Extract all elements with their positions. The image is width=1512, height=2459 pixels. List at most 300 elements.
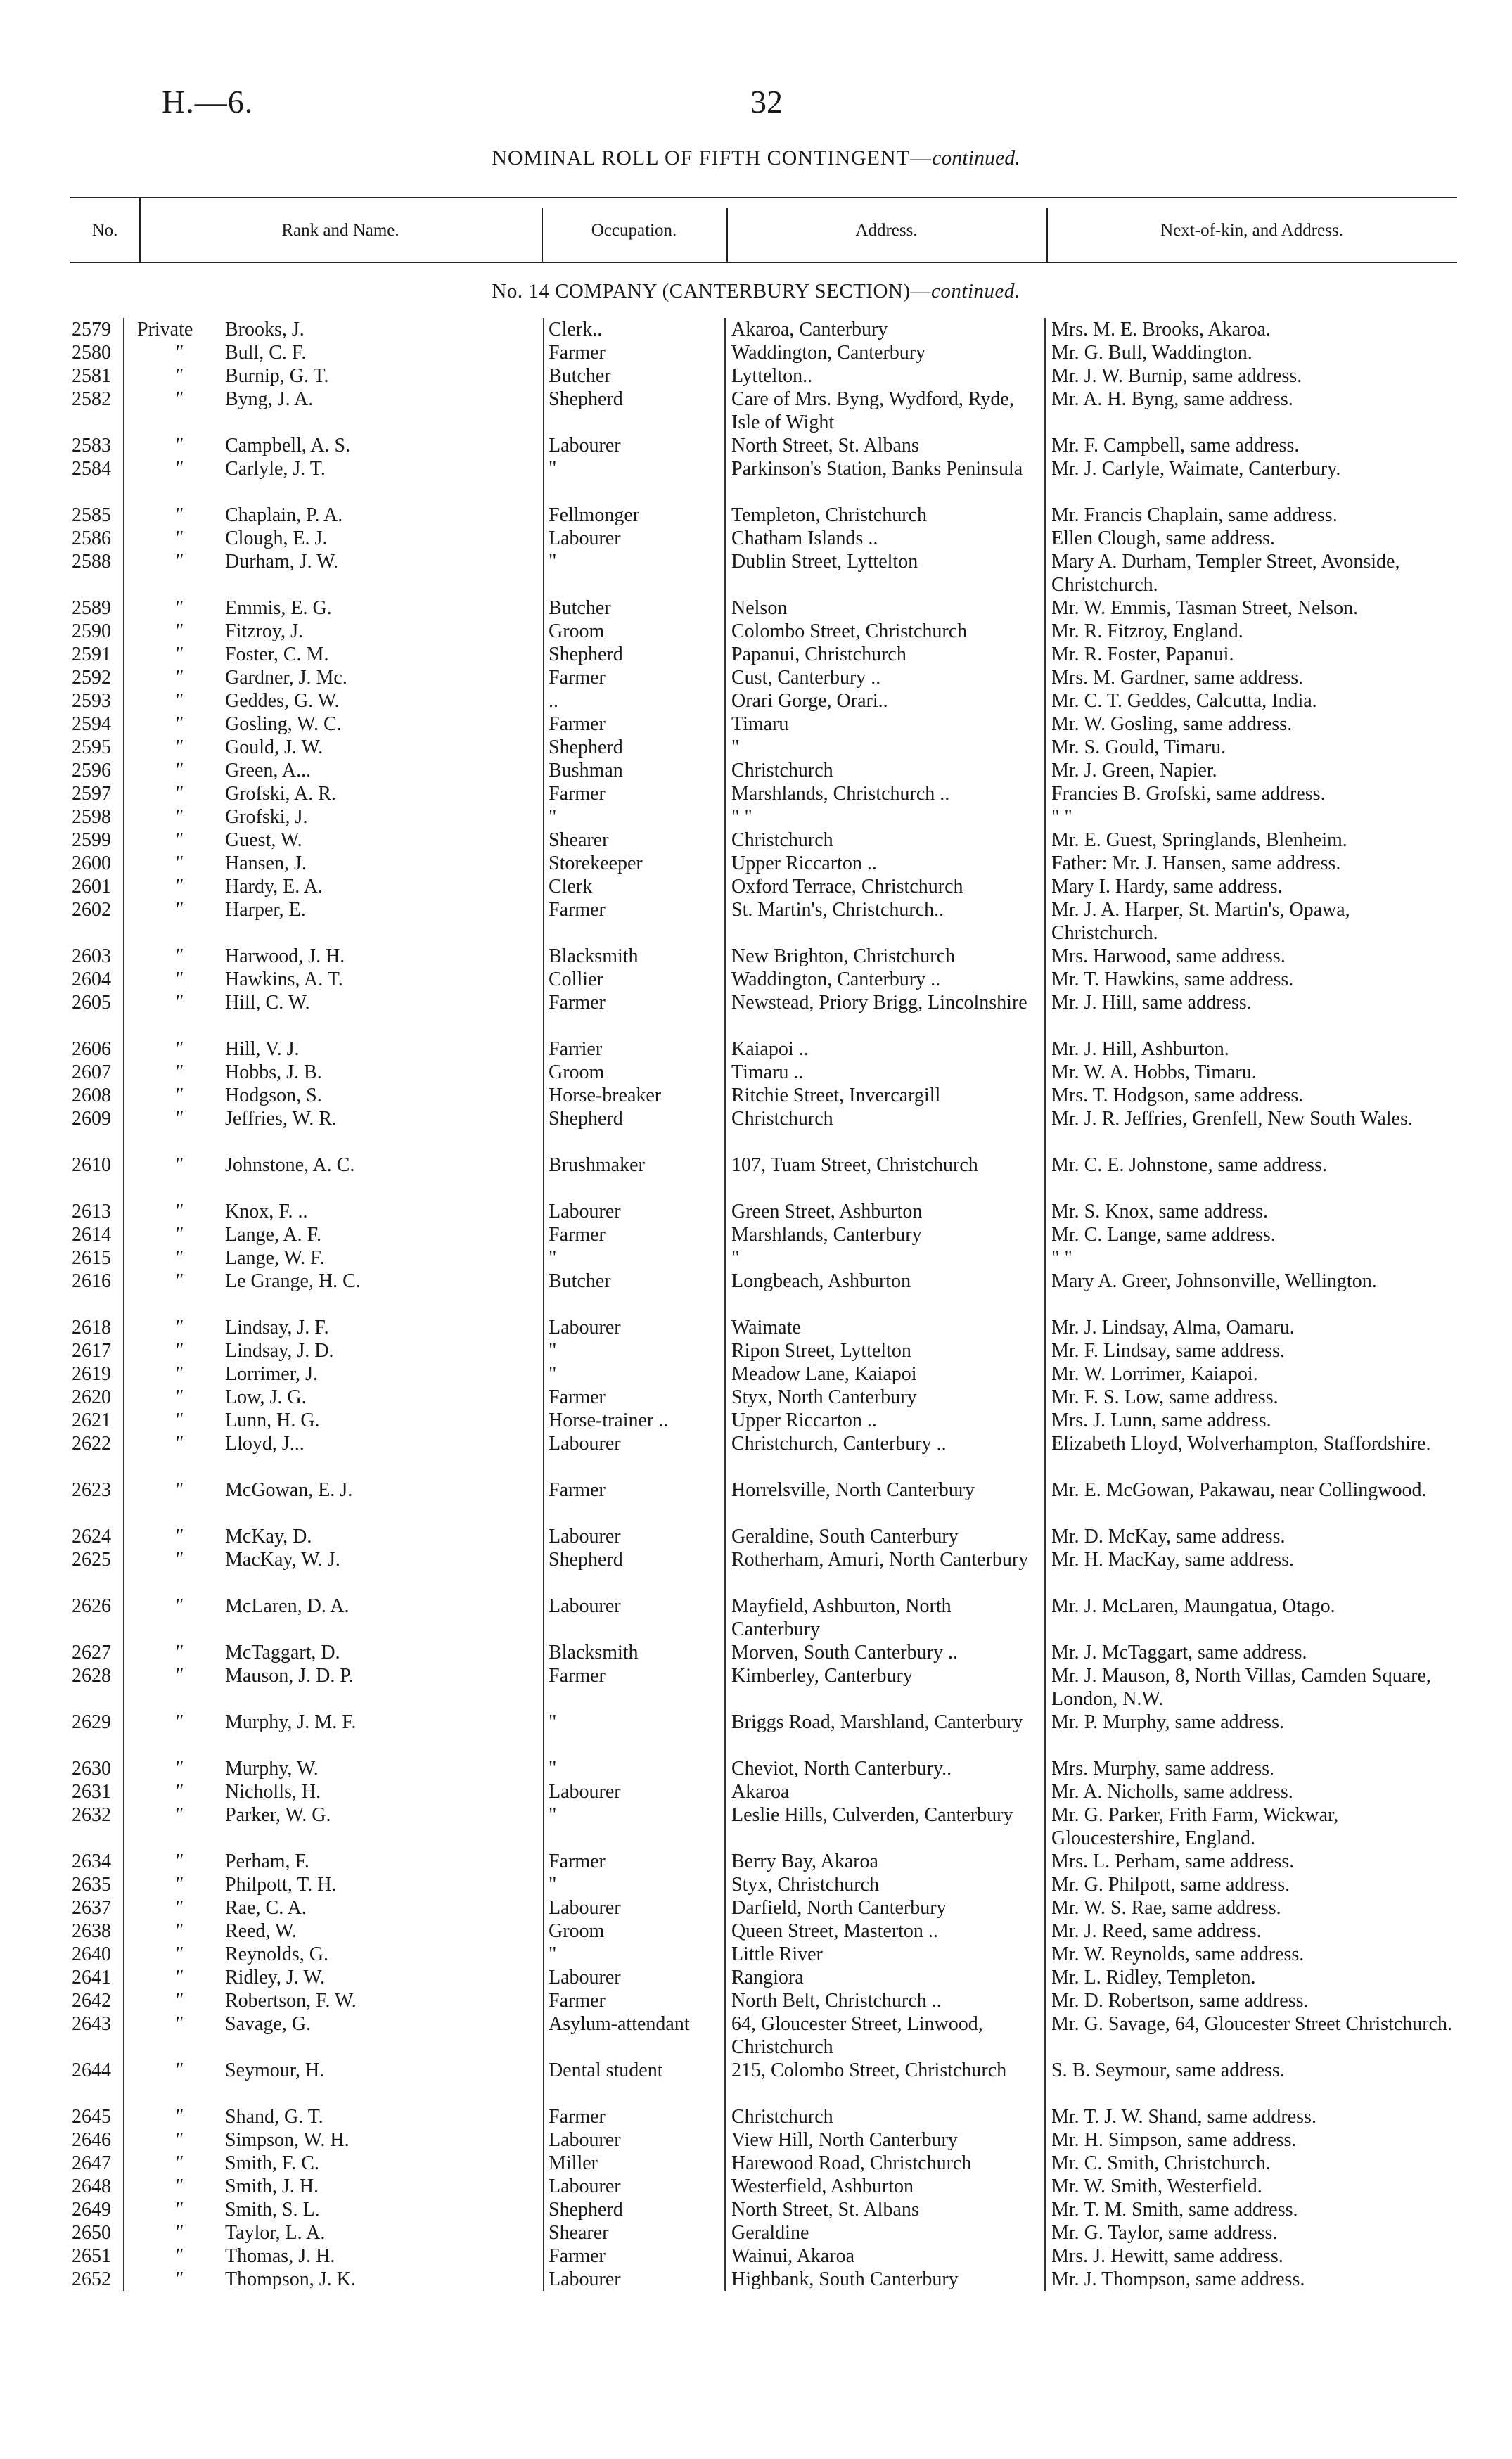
address: ": [731, 1247, 740, 1269]
column-rule: [724, 2268, 726, 2291]
address: View Hill, North Canterbury: [731, 2129, 958, 2151]
column-rule: [543, 1478, 544, 1525]
entry-number: 2603: [72, 945, 111, 967]
entry-number: 2610: [72, 1154, 111, 1176]
column-rule: [123, 1223, 124, 1246]
column-rule: [1044, 434, 1046, 457]
table-row: [56, 2268, 1456, 2291]
rank: ": [174, 388, 183, 410]
soldier-name: Murphy, W.: [225, 1758, 319, 1780]
soldier-name: Ridley, J. W.: [225, 1967, 326, 1988]
next-of-kin: Mr. J. Reed, same address.: [1051, 1920, 1262, 1942]
column-rule: [543, 1061, 544, 1084]
column-rule: [724, 1989, 726, 2012]
column-rule: [123, 2221, 124, 2244]
column-rule: [724, 1432, 726, 1478]
table-row: [56, 1896, 1456, 1920]
column-rule: [543, 689, 544, 713]
occupation: Horse-trainer ..: [549, 1410, 669, 1431]
column-rule: [724, 2198, 726, 2221]
next-of-kin: Mrs. T. Hodgson, same address.: [1051, 1085, 1304, 1106]
next-of-kin: Mr. W. Emmis, Tasman Street, Nelson.: [1051, 597, 1359, 619]
occupation: Dental student: [549, 2059, 663, 2081]
occupation: Labourer: [549, 1897, 621, 1919]
occupation: Shearer: [549, 829, 609, 851]
column-rule: [123, 1548, 124, 1595]
entry-number: 2634: [72, 1851, 111, 1872]
column-rule: [724, 1037, 726, 1061]
column-rule: [123, 713, 124, 736]
column-rule: [724, 1362, 726, 1386]
soldier-name: Smith, J. H.: [225, 2176, 319, 2197]
column-rule: [543, 1920, 544, 1943]
column-rule: [1044, 1920, 1046, 1943]
column-rule: [123, 1154, 124, 1200]
table-row: [56, 1920, 1456, 1943]
rank: ": [174, 458, 183, 480]
section-main: No. 14 COMPANY (CANTERBURY SECTION)—: [492, 280, 932, 302]
next-of-kin: Mr. Francis Chaplain, same address.: [1051, 504, 1338, 526]
column-rule: [123, 875, 124, 898]
column-rule: [1044, 689, 1046, 713]
column-rule: [1044, 759, 1046, 782]
soldier-name: Guest, W.: [225, 829, 302, 851]
next-of-kin: Mr. G. Philpott, same address.: [1051, 1874, 1290, 1896]
occupation: Farmer: [549, 899, 606, 921]
next-of-kin: Mr. W. Gosling, same address.: [1051, 713, 1293, 735]
column-rule: [1044, 1037, 1046, 1061]
next-of-kin: Mr. P. Murphy, same address.: [1051, 1711, 1285, 1733]
column-rule: [1044, 736, 1046, 759]
header-top-rule: [70, 197, 1457, 198]
rank: ": [174, 1340, 183, 1362]
soldier-name: Carlyle, J. T.: [225, 458, 326, 480]
column-rule: [543, 805, 544, 829]
column-rule: [123, 2244, 124, 2268]
rank: ": [174, 2152, 183, 2174]
column-rule: [543, 550, 544, 596]
soldier-name: Mauson, J. D. P.: [225, 1665, 354, 1687]
entry-number: 2649: [72, 2199, 111, 2221]
soldier-name: Savage, G.: [225, 2013, 312, 2035]
address: Orari Gorge, Orari..: [731, 690, 888, 712]
address: North Street, St. Albans: [731, 2199, 919, 2221]
occupation: Shearer: [549, 2222, 609, 2244]
address: 215, Colombo Street, Christchurch: [731, 2059, 1007, 2081]
entry-number: 2589: [72, 597, 111, 619]
column-rule: [543, 991, 544, 1037]
rank: ": [174, 504, 183, 526]
nominal-roll-table: [56, 318, 1456, 2291]
table-row: [56, 2221, 1456, 2244]
document-header-code: H.—6.: [162, 84, 254, 120]
entry-number: 2625: [72, 1549, 111, 1571]
column-rule: [724, 1270, 726, 1316]
title-italic: continued.: [931, 146, 1020, 170]
entry-number: 2630: [72, 1758, 111, 1780]
column-rule: [123, 1107, 124, 1154]
column-header-no: No.: [91, 221, 118, 240]
occupation: Labourer: [549, 435, 621, 456]
column-rule: [123, 1803, 124, 1850]
next-of-kin: Mr. A. H. Byng, same address.: [1051, 388, 1293, 410]
column-rule: [123, 1943, 124, 1966]
column-rule: [724, 736, 726, 759]
table-row: [56, 1386, 1456, 1409]
entry-number: 2627: [72, 1642, 111, 1663]
column-rule: [1044, 1362, 1046, 1386]
table-row: [56, 457, 1456, 504]
column-rule: [543, 759, 544, 782]
address: Papanui, Christchurch: [731, 644, 906, 665]
soldier-name: Grofski, J.: [225, 806, 308, 828]
table-row: [56, 1246, 1456, 1270]
column-rule: [543, 2105, 544, 2128]
column-rule: [724, 596, 726, 620]
table-row: [56, 1478, 1456, 1525]
entry-number: 2580: [72, 342, 111, 364]
next-of-kin: Mr. W. Reynolds, same address.: [1051, 1943, 1305, 1965]
table-row: [56, 1943, 1456, 1966]
column-rule: [543, 1200, 544, 1223]
next-of-kin: Mr. T. J. W. Shand, same address.: [1051, 2106, 1316, 2128]
occupation: Farmer: [549, 1990, 606, 2012]
column-rule: [724, 364, 726, 388]
occupation: Clerk: [549, 876, 593, 898]
next-of-kin: Mr. F. Campbell, same address.: [1051, 435, 1300, 456]
next-of-kin: Mrs. Murphy, same address.: [1051, 1758, 1275, 1780]
column-rule: [543, 2059, 544, 2105]
soldier-name: Lorrimer, J.: [225, 1363, 318, 1385]
rank: ": [174, 736, 183, 758]
occupation: Shepherd: [549, 644, 623, 665]
rank: ": [174, 1920, 183, 1942]
rank: ": [174, 1851, 183, 1872]
entry-number: 2615: [72, 1247, 111, 1269]
address: Briggs Road, Marshland, Canterbury: [731, 1711, 1023, 1733]
column-rule: [123, 2105, 124, 2128]
column-rule: [1044, 1316, 1046, 1339]
table-row: [56, 1803, 1456, 1850]
entry-number: 2621: [72, 1410, 111, 1431]
address: Care of Mrs. Byng, Wydford, Ryde, Isle of Wight: [731, 388, 1014, 433]
next-of-kin: Mr. G. Bull, Waddington.: [1051, 342, 1252, 364]
page-number: 32: [750, 84, 783, 120]
column-rule: [123, 945, 124, 968]
next-of-kin: Mr. R. Fitzroy, England.: [1051, 620, 1243, 642]
address: Horrelsville, North Canterbury: [731, 1479, 975, 1501]
column-rule: [1044, 527, 1046, 550]
rank: ": [174, 2176, 183, 2197]
column-rule: [724, 1896, 726, 1920]
address: Ripon Street, Lyttelton: [731, 1340, 911, 1362]
column-rule: [1044, 1525, 1046, 1548]
column-rule: [123, 2012, 124, 2059]
rank: ": [174, 597, 183, 619]
table-row: [56, 434, 1456, 457]
occupation: Labourer: [549, 1595, 621, 1617]
column-rule: [724, 1478, 726, 1525]
next-of-kin: Mr. F. Lindsay, same address.: [1051, 1340, 1285, 1362]
column-rule: [1044, 968, 1046, 991]
table-row: [56, 1223, 1456, 1246]
soldier-name: Fitzroy, J.: [225, 620, 303, 642]
address: " ": [731, 806, 752, 828]
column-rule: [1044, 1061, 1046, 1084]
soldier-name: Lindsay, J. D.: [225, 1340, 334, 1362]
rank: ": [174, 1317, 183, 1339]
column-rule: [1044, 2059, 1046, 2105]
column-rule: [543, 2012, 544, 2059]
rank: ": [174, 2106, 183, 2128]
column-rule: [724, 620, 726, 643]
column-rule: [1044, 1943, 1046, 1966]
column-rule: [543, 2152, 544, 2175]
column-header-next-of-kin: Next-of-kin, and Address.: [1160, 221, 1343, 240]
occupation: ": [549, 458, 557, 480]
next-of-kin: Mr. W. Smith, Westerfield.: [1051, 2176, 1262, 2197]
table-row: [56, 2152, 1456, 2175]
table-row: [56, 1711, 1456, 1757]
table-row: [56, 2128, 1456, 2152]
column-rule: [1044, 1200, 1046, 1223]
soldier-name: Harwood, J. H.: [225, 945, 345, 967]
table-row: [56, 852, 1456, 875]
next-of-kin: Mr. E. Guest, Springlands, Blenheim.: [1051, 829, 1347, 851]
column-rule: [543, 2128, 544, 2152]
occupation: Clerk..: [549, 319, 603, 340]
rank: ": [174, 2199, 183, 2221]
column-rule: [724, 643, 726, 666]
address: North Belt, Christchurch ..: [731, 1990, 942, 2012]
occupation: Farmer: [549, 992, 606, 1014]
rank: ": [174, 1642, 183, 1663]
rank: ": [174, 760, 183, 781]
rank: ": [174, 1410, 183, 1431]
column-rule: [543, 504, 544, 527]
next-of-kin: Mr. S. Gould, Timaru.: [1051, 736, 1226, 758]
soldier-name: Low, J. G.: [225, 1386, 307, 1408]
table-row: [56, 550, 1456, 596]
column-rule: [724, 2175, 726, 2198]
column-rule: [123, 1989, 124, 2012]
table-row: [56, 805, 1456, 829]
column-rule: [724, 1711, 726, 1757]
column-rule: [123, 2059, 124, 2105]
column-rule: [724, 852, 726, 875]
column-rule: [724, 689, 726, 713]
rank: ": [174, 1061, 183, 1083]
address: Oxford Terrace, Christchurch: [731, 876, 963, 898]
address: Little River: [731, 1943, 823, 1965]
column-rule: [724, 968, 726, 991]
column-rule: [1044, 1641, 1046, 1664]
column-rule: [724, 2221, 726, 2244]
occupation: Collier: [549, 969, 603, 990]
address: Styx, North Canterbury: [731, 1386, 917, 1408]
address: ": [731, 736, 740, 758]
rank: ": [174, 829, 183, 851]
column-header-address: Address.: [855, 221, 918, 240]
entry-number: 2605: [72, 992, 111, 1014]
column-rule: [724, 1200, 726, 1223]
column-rule: [1044, 1084, 1046, 1107]
entry-number: 2581: [72, 365, 111, 387]
column-rule: [123, 1873, 124, 1896]
address: St. Martin's, Christchurch..: [731, 899, 944, 921]
column-rule: [1044, 2221, 1046, 2244]
column-rule: [724, 2152, 726, 2175]
column-rule: [543, 875, 544, 898]
column-rule: [724, 898, 726, 945]
table-row: [56, 1362, 1456, 1386]
address: Styx, Christchurch: [731, 1874, 879, 1896]
soldier-name: Philpott, T. H.: [225, 1874, 337, 1896]
entry-number: 2583: [72, 435, 111, 456]
column-rule: [123, 1246, 124, 1270]
rank: ": [174, 2245, 183, 2267]
column-rule: [123, 341, 124, 364]
rank: ": [174, 969, 183, 990]
column-rule: [1044, 643, 1046, 666]
next-of-kin: Mary A. Durham, Templer Street, Avonside, Christchurch.: [1051, 551, 1400, 596]
rank: ": [174, 1479, 183, 1501]
occupation: Horse-breaker: [549, 1085, 662, 1106]
soldier-name: Durham, J. W.: [225, 551, 338, 573]
column-rule: [543, 457, 544, 504]
column-rule: [123, 364, 124, 388]
column-rule: [1044, 1896, 1046, 1920]
rank: ": [174, 1874, 183, 1896]
column-rule: [543, 2198, 544, 2221]
soldier-name: Campbell, A. S.: [225, 435, 351, 456]
address: Longbeach, Ashburton: [731, 1270, 911, 1292]
table-row: [56, 341, 1456, 364]
column-rule: [123, 829, 124, 852]
column-rule: [1044, 852, 1046, 875]
occupation: Storekeeper: [549, 852, 643, 874]
rank: ": [174, 1085, 183, 1106]
rank: ": [174, 2222, 183, 2244]
rank: ": [174, 783, 183, 805]
occupation: ": [549, 806, 557, 828]
column-rule: [724, 1850, 726, 1873]
column-rule: [1044, 991, 1046, 1037]
table-row: [56, 2244, 1456, 2268]
column-rule: [123, 643, 124, 666]
table-row: [56, 1664, 1456, 1711]
column-header-occupation: Occupation.: [591, 221, 677, 240]
next-of-kin: Father: Mr. J. Hansen, same address.: [1051, 852, 1341, 874]
column-rule: [123, 1757, 124, 1780]
entry-number: 2626: [72, 1595, 111, 1617]
table-row: [56, 364, 1456, 388]
entry-number: 2641: [72, 1967, 111, 1988]
entry-number: 2595: [72, 736, 111, 758]
next-of-kin: Mrs. M. Gardner, same address.: [1051, 667, 1304, 689]
rank: ": [174, 2268, 183, 2290]
column-rule: [543, 364, 544, 388]
rank: ": [174, 1386, 183, 1408]
address: Kaiapoi ..: [731, 1038, 809, 1060]
column-rule: [1044, 1270, 1046, 1316]
column-rule: [1044, 550, 1046, 596]
address: Kimberley, Canterbury: [731, 1665, 913, 1687]
address: New Brighton, Christchurch: [731, 945, 956, 967]
table-row: [56, 945, 1456, 968]
column-rule: [1044, 782, 1046, 805]
soldier-name: Emmis, E. G.: [225, 597, 332, 619]
column-rule: [543, 945, 544, 968]
occupation: ": [549, 1804, 557, 1826]
column-rule: [724, 875, 726, 898]
column-rule: [543, 1270, 544, 1316]
occupation: Farmer: [549, 1851, 606, 1872]
column-rule: [543, 1548, 544, 1595]
address: Chatham Islands ..: [731, 528, 878, 549]
address: Timaru ..: [731, 1061, 804, 1083]
soldier-name: Lange, A. F.: [225, 1224, 321, 1246]
column-rule: [1044, 945, 1046, 968]
occupation: Shepherd: [549, 2199, 623, 2221]
soldier-name: Grofski, A. R.: [225, 783, 336, 805]
table-row: [56, 968, 1456, 991]
address: Ritchie Street, Invercargill: [731, 1085, 941, 1106]
address: 64, Gloucester Street, Linwood, Christchurch: [731, 2013, 983, 2058]
column-rule: [1044, 1154, 1046, 1200]
table-row: [56, 388, 1456, 434]
column-rule: [1044, 364, 1046, 388]
entry-number: 2602: [72, 899, 111, 921]
soldier-name: Simpson, W. H.: [225, 2129, 350, 2151]
column-rule: [724, 2059, 726, 2105]
column-rule: [543, 1223, 544, 1246]
table-row: [56, 1873, 1456, 1896]
next-of-kin: Mary I. Hardy, same address.: [1051, 876, 1283, 898]
table-row: [56, 1595, 1456, 1641]
occupation: Blacksmith: [549, 1642, 639, 1663]
address: Cust, Canterbury ..: [731, 667, 881, 689]
soldier-name: Harper, E.: [225, 899, 306, 921]
next-of-kin: " ": [1051, 1247, 1072, 1269]
column-rule: [123, 388, 124, 434]
occupation: ": [549, 1758, 557, 1780]
occupation: Farrier: [549, 1038, 603, 1060]
occupation: Butcher: [549, 597, 611, 619]
table-row: [56, 620, 1456, 643]
next-of-kin: Mr. T. M. Smith, same address.: [1051, 2199, 1298, 2221]
address: Upper Riccarton ..: [731, 852, 877, 874]
column-rule: [543, 1943, 544, 1966]
table-row: [56, 1061, 1456, 1084]
column-rule: [1044, 1107, 1046, 1154]
column-rule: [123, 1432, 124, 1478]
column-rule: [543, 1339, 544, 1362]
column-rule: [724, 945, 726, 968]
document-title: [0, 146, 1512, 170]
entry-number: 2638: [72, 1920, 111, 1942]
occupation: Labourer: [549, 1526, 621, 1547]
next-of-kin: Mr. W. S. Rae, same address.: [1051, 1897, 1281, 1919]
next-of-kin: Mr. T. Hawkins, same address.: [1051, 969, 1294, 990]
table-row: [56, 504, 1456, 527]
entry-number: 2582: [72, 388, 111, 410]
column-rule: [724, 829, 726, 852]
table-row: [56, 2059, 1456, 2105]
column-rule: [543, 1316, 544, 1339]
soldier-name: Hill, C. W.: [225, 992, 310, 1014]
column-rule: [1044, 2268, 1046, 2291]
